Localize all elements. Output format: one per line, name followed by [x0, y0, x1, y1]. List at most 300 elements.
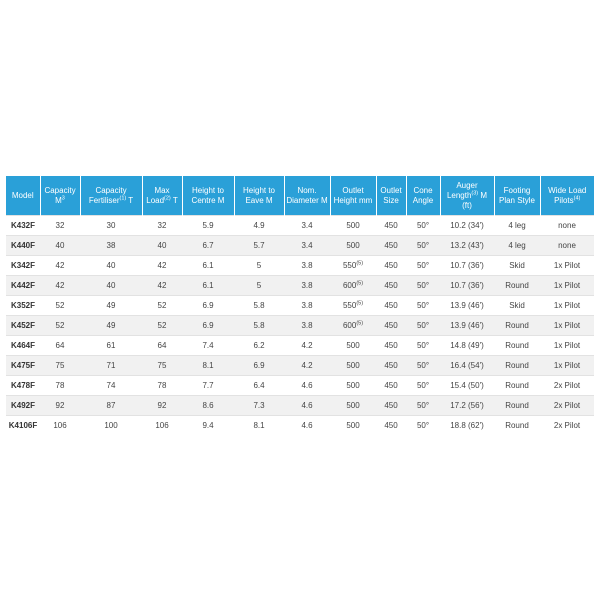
wide-load-pilots-cell — [540, 396, 594, 416]
fertiliser-capacity-cell-value: 100 — [104, 421, 118, 430]
outlet-size-cell-value: 450 — [384, 401, 398, 410]
column-header-label: Cone Angle — [412, 185, 434, 205]
capacity-cell-value: 78 — [55, 381, 65, 390]
height-to-eave-cell-value: 4.9 — [253, 221, 265, 230]
diameter-cell — [284, 316, 330, 336]
capacity-cell — [40, 276, 80, 296]
diameter-cell — [284, 296, 330, 316]
column-header — [142, 176, 182, 216]
wide-load-pilots-cell-value: 1x Pilot — [553, 321, 581, 330]
table-header — [6, 176, 594, 216]
height-to-eave-cell-value: 5.7 — [253, 241, 265, 250]
table-row — [6, 256, 594, 276]
height-to-eave-cell — [234, 256, 284, 276]
auger-length-cell — [440, 416, 494, 436]
fertiliser-capacity-cell — [80, 216, 142, 236]
height-to-centre-cell — [182, 296, 234, 316]
footing-style-cell — [494, 276, 540, 296]
height-to-centre-cell — [182, 376, 234, 396]
model-cell — [6, 376, 40, 396]
model-cell — [6, 236, 40, 256]
diameter-cell-value: 3.8 — [301, 281, 313, 290]
height-to-eave-cell — [234, 316, 284, 336]
table-row — [6, 356, 594, 376]
model-cell-value: K442F — [10, 281, 35, 290]
column-header — [330, 176, 376, 216]
footing-style-cell-value: Skid — [509, 261, 525, 270]
outlet-size-cell — [376, 216, 406, 236]
footing-style-cell-value: Round — [505, 421, 529, 430]
wide-load-pilots-cell — [540, 356, 594, 376]
outlet-size-cell — [376, 276, 406, 296]
fertiliser-capacity-cell-value: 87 — [106, 401, 116, 410]
auger-length-cell — [440, 236, 494, 256]
auger-length-cell — [440, 356, 494, 376]
column-header — [234, 176, 284, 216]
model-cell — [6, 316, 40, 336]
model-cell — [6, 416, 40, 436]
column-header-footnote: (4) — [573, 194, 581, 201]
outlet-height-cell-value: 500 — [346, 421, 360, 430]
fertiliser-capacity-cell-value: 74 — [106, 381, 116, 390]
height-to-centre-cell — [182, 216, 234, 236]
column-header-label: Capacity Fertiliser — [88, 185, 127, 205]
auger-length-cell — [440, 296, 494, 316]
outlet-height-cell-value: 550 — [342, 261, 357, 270]
column-header — [182, 176, 234, 216]
max-load-cell-value: 42 — [157, 281, 167, 290]
fertiliser-capacity-cell — [80, 296, 142, 316]
cone-angle-cell — [406, 316, 440, 336]
cone-angle-cell-value: 50° — [416, 221, 430, 230]
fertiliser-capacity-cell-value: 49 — [106, 321, 116, 330]
diameter-cell — [284, 216, 330, 236]
table-row — [6, 216, 594, 236]
auger-length-cell-value: 13.9 (46') — [450, 301, 484, 310]
footing-style-cell — [494, 376, 540, 396]
column-header — [80, 176, 142, 216]
height-to-centre-cell-value: 8.1 — [202, 361, 214, 370]
max-load-cell-value: 32 — [157, 221, 167, 230]
capacity-cell-value: 52 — [55, 301, 65, 310]
height-to-centre-cell — [182, 356, 234, 376]
model-cell-value: K352F — [10, 301, 35, 310]
column-header-label: Nom. Diameter M — [286, 185, 328, 205]
diameter-cell — [284, 356, 330, 376]
cone-angle-cell — [406, 296, 440, 316]
max-load-cell — [142, 296, 182, 316]
max-load-cell — [142, 216, 182, 236]
outlet-size-cell — [376, 236, 406, 256]
capacity-cell — [40, 256, 80, 276]
height-to-centre-cell-value: 6.1 — [202, 281, 214, 290]
outlet-height-cell — [330, 256, 376, 276]
capacity-cell — [40, 376, 80, 396]
table-row — [6, 276, 594, 296]
column-header — [6, 176, 40, 216]
wide-load-pilots-cell-value: 2x Pilot — [553, 401, 581, 410]
height-to-centre-cell-value: 6.9 — [202, 301, 214, 310]
outlet-height-cell-value: 500 — [346, 361, 360, 370]
height-to-eave-cell-value: 5.8 — [253, 321, 265, 330]
height-to-eave-cell-value: 5 — [256, 281, 262, 290]
outlet-height-cell — [330, 216, 376, 236]
fertiliser-capacity-cell-value: 38 — [106, 241, 116, 250]
cone-angle-cell — [406, 396, 440, 416]
diameter-cell — [284, 236, 330, 256]
column-header — [540, 176, 594, 216]
max-load-cell-value: 92 — [157, 401, 167, 410]
max-load-cell — [142, 396, 182, 416]
outlet-size-cell-value: 450 — [384, 301, 398, 310]
fertiliser-capacity-cell-value: 30 — [106, 221, 116, 230]
max-load-cell — [142, 356, 182, 376]
outlet-height-cell-value: 550 — [342, 301, 357, 310]
outlet-size-cell-value: 450 — [384, 261, 398, 270]
diameter-cell-value: 4.2 — [301, 341, 313, 350]
cone-angle-cell — [406, 216, 440, 236]
height-to-eave-cell — [234, 276, 284, 296]
footing-style-cell-value: Round — [505, 341, 529, 350]
height-to-eave-cell-value: 6.2 — [253, 341, 265, 350]
height-to-eave-cell — [234, 216, 284, 236]
model-cell — [6, 216, 40, 236]
column-header-unit: M (ft) — [462, 190, 488, 210]
diameter-cell-value: 4.6 — [301, 381, 313, 390]
column-header-label: Outlet Size — [380, 185, 402, 205]
max-load-cell — [142, 336, 182, 356]
outlet-height-cell — [330, 356, 376, 376]
column-header-footnote: (3) — [471, 189, 479, 196]
cone-angle-cell — [406, 276, 440, 296]
auger-length-cell-value: 16.4 (54') — [450, 361, 484, 370]
height-to-centre-cell — [182, 256, 234, 276]
outlet-size-cell-value: 450 — [384, 281, 398, 290]
silo-specifications-table-container — [6, 176, 594, 435]
height-to-centre-cell — [182, 416, 234, 436]
column-header-label: Height to Centre M — [191, 185, 225, 205]
max-load-cell — [142, 256, 182, 276]
capacity-cell — [40, 416, 80, 436]
max-load-cell-value: 52 — [157, 301, 167, 310]
cone-angle-cell-value: 50° — [416, 261, 430, 270]
height-to-eave-cell — [234, 296, 284, 316]
height-to-centre-cell-value: 7.4 — [202, 341, 214, 350]
column-header — [440, 176, 494, 216]
outlet-size-cell-value: 450 — [384, 381, 398, 390]
table-header-row — [6, 176, 594, 216]
height-to-centre-cell-value: 6.7 — [202, 241, 214, 250]
wide-load-pilots-cell — [540, 296, 594, 316]
capacity-cell — [40, 336, 80, 356]
height-to-eave-cell-value: 7.3 — [253, 401, 265, 410]
model-cell — [6, 396, 40, 416]
diameter-cell-value: 4.6 — [301, 421, 313, 430]
max-load-cell — [142, 416, 182, 436]
footing-style-cell — [494, 396, 540, 416]
auger-length-cell — [440, 276, 494, 296]
fertiliser-capacity-cell-value: 49 — [106, 301, 116, 310]
cone-angle-cell — [406, 416, 440, 436]
outlet-size-cell-value: 450 — [384, 241, 398, 250]
fertiliser-capacity-cell — [80, 336, 142, 356]
silo-specifications-table — [6, 176, 594, 435]
outlet-height-cell — [330, 336, 376, 356]
max-load-cell-value: 52 — [157, 321, 167, 330]
footing-style-cell-value: 4 leg — [508, 241, 526, 250]
column-header-label: Height to Eave M — [242, 185, 276, 205]
table-row — [6, 396, 594, 416]
auger-length-cell-value: 10.7 (36') — [450, 261, 484, 270]
max-load-cell — [142, 316, 182, 336]
max-load-cell-value: 42 — [157, 261, 167, 270]
auger-length-cell-value: 13.9 (46') — [450, 321, 484, 330]
height-to-centre-cell-value: 9.4 — [202, 421, 214, 430]
diameter-cell-value: 4.6 — [301, 401, 313, 410]
column-header-label: Max Load — [146, 185, 170, 205]
height-to-centre-cell-value: 7.7 — [202, 381, 214, 390]
column-header-unit: T — [170, 195, 178, 205]
wide-load-pilots-cell — [540, 336, 594, 356]
diameter-cell — [284, 416, 330, 436]
table-row — [6, 336, 594, 356]
max-load-cell-value: 106 — [155, 421, 169, 430]
table-row — [6, 236, 594, 256]
model-cell-value: K4106F — [8, 421, 38, 430]
model-cell-value: K464F — [10, 341, 35, 350]
column-header-unit: T — [126, 195, 134, 205]
outlet-size-cell — [376, 416, 406, 436]
capacity-cell — [40, 296, 80, 316]
max-load-cell — [142, 236, 182, 256]
outlet-height-cell-value: 600 — [342, 321, 357, 330]
diameter-cell — [284, 396, 330, 416]
fertiliser-capacity-cell — [80, 376, 142, 396]
model-cell-value: K475F — [10, 361, 35, 370]
max-load-cell-value: 40 — [157, 241, 167, 250]
wide-load-pilots-cell — [540, 236, 594, 256]
height-to-centre-cell-value: 6.1 — [202, 261, 214, 270]
model-cell-value: K452F — [10, 321, 35, 330]
auger-length-cell — [440, 316, 494, 336]
height-to-eave-cell — [234, 416, 284, 436]
column-header-label: Auger Length — [446, 180, 478, 200]
cone-angle-cell-value: 50° — [416, 341, 430, 350]
diameter-cell-value: 4.2 — [301, 361, 313, 370]
height-to-eave-cell-value: 8.1 — [253, 421, 265, 430]
diameter-cell — [284, 376, 330, 396]
outlet-height-cell — [330, 416, 376, 436]
auger-length-cell-value: 10.2 (34') — [450, 221, 484, 230]
outlet-size-cell — [376, 296, 406, 316]
capacity-cell — [40, 396, 80, 416]
outlet-size-cell-value: 450 — [384, 361, 398, 370]
footing-style-cell — [494, 256, 540, 276]
cone-angle-cell-value: 50° — [416, 241, 430, 250]
outlet-height-cell — [330, 236, 376, 256]
model-cell-value: K478F — [10, 381, 35, 390]
max-load-cell-value: 64 — [157, 341, 167, 350]
height-to-centre-cell — [182, 236, 234, 256]
footing-style-cell-value: Round — [505, 281, 529, 290]
outlet-size-cell-value: 450 — [384, 341, 398, 350]
footing-style-cell — [494, 216, 540, 236]
height-to-eave-cell-value: 5.8 — [253, 301, 265, 310]
cone-angle-cell-value: 50° — [416, 401, 430, 410]
footing-style-cell-value: Round — [505, 321, 529, 330]
outlet-height-cell-value: 600 — [342, 281, 357, 290]
column-header-label: Model — [11, 190, 34, 200]
fertiliser-capacity-cell — [80, 256, 142, 276]
footing-style-cell-value: Round — [505, 361, 529, 370]
fertiliser-capacity-cell — [80, 396, 142, 416]
wide-load-pilots-cell — [540, 376, 594, 396]
outlet-height-cell — [330, 396, 376, 416]
wide-load-pilots-cell-value: 1x Pilot — [553, 341, 581, 350]
outlet-size-cell — [376, 336, 406, 356]
height-to-eave-cell — [234, 396, 284, 416]
model-cell — [6, 356, 40, 376]
outlet-height-cell — [330, 276, 376, 296]
column-header — [376, 176, 406, 216]
table-body — [6, 216, 594, 436]
max-load-cell — [142, 276, 182, 296]
height-to-eave-cell — [234, 336, 284, 356]
model-cell — [6, 276, 40, 296]
diameter-cell-value: 3.8 — [301, 261, 313, 270]
diameter-cell — [284, 276, 330, 296]
footing-style-cell — [494, 296, 540, 316]
fertiliser-capacity-cell-value: 71 — [106, 361, 116, 370]
model-cell-value: K492F — [10, 401, 35, 410]
outlet-size-cell — [376, 376, 406, 396]
outlet-size-cell — [376, 316, 406, 336]
wide-load-pilots-cell-value: none — [558, 221, 576, 230]
auger-length-cell-value: 18.8 (62') — [450, 421, 484, 430]
auger-length-cell-value: 13.2 (43') — [450, 241, 484, 250]
fertiliser-capacity-cell — [80, 276, 142, 296]
height-to-centre-cell — [182, 276, 234, 296]
diameter-cell-value: 3.4 — [301, 241, 313, 250]
column-header-label: Footing Plan Style — [498, 185, 536, 205]
outlet-height-cell — [330, 316, 376, 336]
capacity-cell-value: 64 — [55, 341, 65, 350]
outlet-height-footnote: (5) — [356, 280, 364, 287]
wide-load-pilots-cell-value: 2x Pilot — [553, 381, 581, 390]
table-row — [6, 376, 594, 396]
fertiliser-capacity-cell — [80, 236, 142, 256]
cone-angle-cell — [406, 376, 440, 396]
wide-load-pilots-cell — [540, 416, 594, 436]
height-to-eave-cell — [234, 376, 284, 396]
wide-load-pilots-cell — [540, 276, 594, 296]
max-load-cell — [142, 376, 182, 396]
capacity-cell-value: 75 — [55, 361, 65, 370]
model-cell-value: K440F — [10, 241, 35, 250]
footing-style-cell — [494, 236, 540, 256]
outlet-height-cell-value: 500 — [346, 221, 360, 230]
max-load-cell-value: 78 — [157, 381, 167, 390]
capacity-cell — [40, 236, 80, 256]
column-header — [406, 176, 440, 216]
cone-angle-cell-value: 50° — [416, 281, 430, 290]
model-cell — [6, 296, 40, 316]
column-header-footnote: 3 — [61, 194, 65, 201]
table-row — [6, 416, 594, 436]
capacity-cell-value: 52 — [55, 321, 65, 330]
footing-style-cell-value: Round — [505, 381, 529, 390]
auger-length-cell — [440, 396, 494, 416]
diameter-cell — [284, 256, 330, 276]
footing-style-cell-value: Round — [505, 401, 529, 410]
wide-load-pilots-cell-value: 2x Pilot — [553, 421, 581, 430]
outlet-size-cell-value: 450 — [384, 421, 398, 430]
outlet-height-footnote: (5) — [356, 260, 364, 267]
capacity-cell-value: 92 — [55, 401, 65, 410]
outlet-size-cell — [376, 356, 406, 376]
wide-load-pilots-cell-value: 1x Pilot — [553, 281, 581, 290]
table-row — [6, 296, 594, 316]
cone-angle-cell-value: 50° — [416, 321, 430, 330]
cone-angle-cell-value: 50° — [416, 301, 430, 310]
auger-length-cell-value: 15.4 (50') — [450, 381, 484, 390]
column-header-footnote: (1) — [119, 194, 127, 201]
fertiliser-capacity-cell — [80, 356, 142, 376]
auger-length-cell-value: 14.8 (49') — [450, 341, 484, 350]
capacity-cell-value: 106 — [53, 421, 67, 430]
auger-length-cell-value: 17.2 (56') — [450, 401, 484, 410]
outlet-height-cell-value: 500 — [346, 381, 360, 390]
footing-style-cell — [494, 356, 540, 376]
column-header-label: Wide Load Pilots — [548, 185, 587, 205]
wide-load-pilots-cell-value: 1x Pilot — [553, 361, 581, 370]
max-load-cell-value: 75 — [157, 361, 167, 370]
height-to-centre-cell-value: 5.9 — [202, 221, 214, 230]
footing-style-cell-value: 4 leg — [508, 221, 526, 230]
diameter-cell-value: 3.8 — [301, 321, 313, 330]
column-header — [40, 176, 80, 216]
model-cell-value: K432F — [10, 221, 35, 230]
height-to-centre-cell — [182, 396, 234, 416]
capacity-cell-value: 40 — [55, 241, 65, 250]
outlet-height-cell-value: 500 — [346, 341, 360, 350]
wide-load-pilots-cell-value: 1x Pilot — [553, 261, 581, 270]
capacity-cell — [40, 216, 80, 236]
auger-length-cell — [440, 216, 494, 236]
table-row — [6, 316, 594, 336]
fertiliser-capacity-cell — [80, 416, 142, 436]
wide-load-pilots-cell — [540, 216, 594, 236]
cone-angle-cell-value: 50° — [416, 361, 430, 370]
height-to-centre-cell — [182, 316, 234, 336]
capacity-cell — [40, 316, 80, 336]
height-to-eave-cell-value: 6.4 — [253, 381, 265, 390]
cone-angle-cell — [406, 336, 440, 356]
diameter-cell — [284, 336, 330, 356]
fertiliser-capacity-cell-value: 40 — [106, 261, 116, 270]
outlet-height-cell-value: 500 — [346, 241, 360, 250]
cone-angle-cell — [406, 356, 440, 376]
wide-load-pilots-cell-value: none — [558, 241, 576, 250]
auger-length-cell — [440, 376, 494, 396]
model-cell — [6, 256, 40, 276]
cone-angle-cell — [406, 256, 440, 276]
outlet-size-cell — [376, 396, 406, 416]
cone-angle-cell-value: 50° — [416, 381, 430, 390]
height-to-centre-cell-value: 8.6 — [202, 401, 214, 410]
footing-style-cell — [494, 316, 540, 336]
column-header-label: Capacity M — [44, 185, 76, 205]
